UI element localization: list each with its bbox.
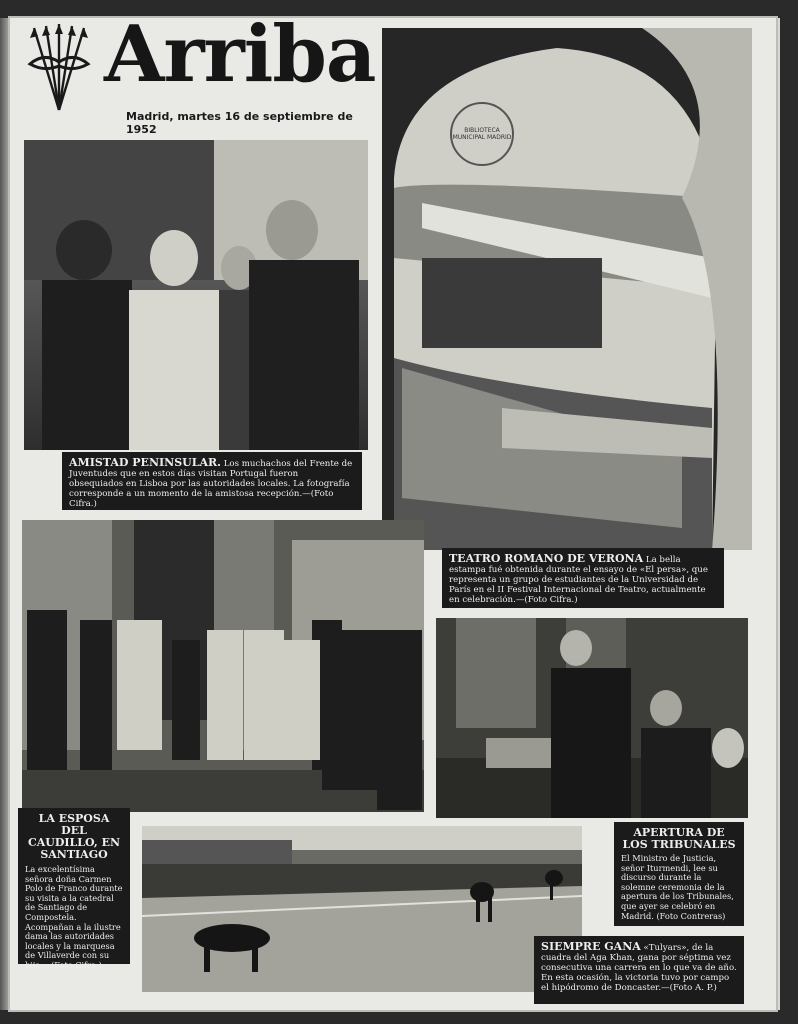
caption-siempre-gana xyxy=(534,936,744,1004)
caption-body: La excelentísima señora doña Carmen Polo de Franco durante su visita a la catedral de Santiago de Compostela. Acompañan a la ilustre dama las autoridades locales y la marquesa de Villaverde con su hija.—(Foto Cifra.) xyxy=(25,864,123,970)
library-stamp xyxy=(450,102,514,166)
caption-teatro-romano xyxy=(442,548,724,608)
caption-body: La bella estampa fué obtenida durante el ensayo de «El persa», que representa un grupo de estudiantes de la Universidad de París en el II Festival Internacional de Teatro, actualmente en celebración.—(Foto Cifra.) xyxy=(449,555,708,605)
caption-body: El Ministro de Justicia, señor Iturmendi, lee su discurso durante la solemne ceremonia de la apertura de los Tribunales, que ayer se celebró en Madrid. (Foto Contreras) xyxy=(621,853,734,921)
caption-head: AMISTAD PENINSULAR. xyxy=(69,456,221,469)
stamp-text: BIBLIOTECA MUNICIPAL MADRID xyxy=(452,127,512,141)
photo-apertura-tribunales xyxy=(436,618,748,818)
caption-head: APERTURA DE LOS TRIBUNALES xyxy=(622,826,736,851)
caption-head: LA ESPOSA DEL CAUDILLO, EN SANTIAGO xyxy=(27,812,121,861)
caption-head: TEATRO ROMANO DE VERONA xyxy=(449,552,644,565)
photo-siempre-gana xyxy=(142,826,582,992)
caption-apertura-tribunales xyxy=(614,822,744,926)
caption-head: SIEMPRE GANA xyxy=(541,940,641,953)
caption-esposa-caudillo xyxy=(18,808,130,970)
newspaper-title: Arriba xyxy=(104,9,376,100)
caption-body: «Tulyars», de la cuadra del Aga Khan, gana por séptima vez consecutiva una carrera en lo que va de año. En esta ocasión, la victoria tuvo por campo el hipódromo de Doncaster.—(Foto A. P.) xyxy=(541,943,737,993)
yoke-and-arrows-icon xyxy=(24,22,94,112)
photo-amistad-peninsular xyxy=(24,140,368,450)
caption-body: Los muchachos del Frente de Juventudes que en estos días visitan Portugal fueron obsequiados en Lisboa por las autoridades locales. La fotografía corresponde a un momento de la amistosa recepción.—(Foto Cifra.) xyxy=(69,459,353,509)
masthead xyxy=(24,9,384,136)
dateline: Madrid, martes 16 de septiembre de 1952 xyxy=(126,110,353,136)
photo-teatro-romano xyxy=(382,28,752,550)
caption-amistad-peninsular xyxy=(62,452,362,510)
photo-esposa-caudillo xyxy=(22,520,424,812)
